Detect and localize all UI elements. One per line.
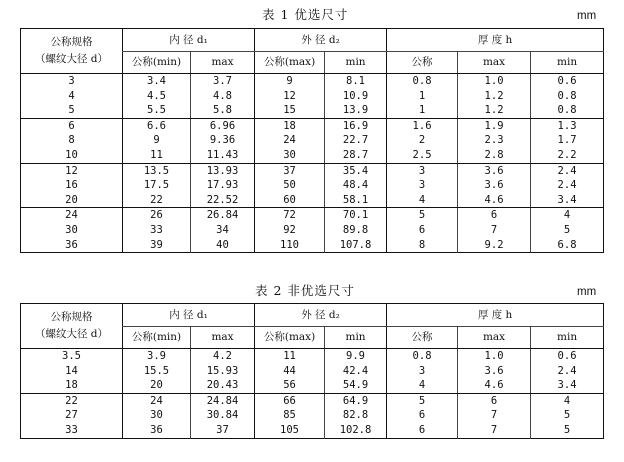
cell-nominal-size: 36 xyxy=(65,238,78,251)
table2-caption: 表 2 非优选尺寸 xyxy=(255,283,355,298)
cell-thick-max: 2.8 xyxy=(458,148,531,163)
cell-thick-min: 0.8 xyxy=(531,89,604,104)
cell-thick-max: 1.0 xyxy=(458,349,531,364)
cell-outer-max: 50 xyxy=(255,178,325,193)
cell-outer-max: 30 xyxy=(255,148,325,163)
cell-inner-max: 9.36 xyxy=(191,133,255,148)
table-row xyxy=(21,208,604,223)
cell-outer-max: 11 xyxy=(255,349,325,364)
subheader-thick-min: min xyxy=(531,52,604,74)
cell-inner-min: 6.6 xyxy=(123,118,191,133)
cell-inner-min: 9 xyxy=(123,133,191,148)
cell-thick-nominal: 6 xyxy=(387,408,458,423)
cell-nominal-size: 4 xyxy=(68,89,75,102)
cell-inner-max: 20.43 xyxy=(191,378,255,393)
subheader-inner-min: 公称(min) xyxy=(123,327,191,349)
cell-outer-max: 66 xyxy=(255,393,325,408)
table-row xyxy=(21,89,604,104)
cell-thick-min: 2.4 xyxy=(531,178,604,193)
cell-outer-min: 10.9 xyxy=(325,89,387,104)
cell-outer-max: 15 xyxy=(255,103,325,118)
cell-thick-nominal: 4 xyxy=(387,193,458,208)
cell-thick-nominal: 4 xyxy=(387,378,458,393)
cell-nominal-size: 12 xyxy=(65,164,78,177)
cell-thick-min: 1.3 xyxy=(531,118,604,133)
cell-outer-min: 54.9 xyxy=(325,378,387,393)
cell-nominal-size: 24 xyxy=(65,209,78,222)
cell-inner-min: 3.4 xyxy=(123,74,191,89)
cell-thick-nominal: 0.8 xyxy=(387,74,458,89)
cell-outer-min: 102.8 xyxy=(325,423,387,438)
cell-thick-max: 1.2 xyxy=(458,89,531,104)
cell-nominal-size: 6 xyxy=(68,119,75,132)
cell-nominal-size: 30 xyxy=(65,223,78,236)
cell-outer-min: 89.8 xyxy=(325,223,387,238)
table-row xyxy=(21,223,604,238)
cell-inner-min: 39 xyxy=(123,238,191,253)
cell-inner-min: 11 xyxy=(123,148,191,163)
cell-thick-max: 7 xyxy=(458,423,531,438)
cell-inner-max: 3.7 xyxy=(191,74,255,89)
cell-thick-min: 6.8 xyxy=(531,238,604,253)
cell-thick-min: 2.4 xyxy=(531,364,604,379)
cell-thick-nominal: 6 xyxy=(387,423,458,438)
cell-outer-max: 105 xyxy=(255,423,325,438)
cell-thick-min: 0.6 xyxy=(531,74,604,89)
subheader-thick-min: min xyxy=(531,327,604,349)
table-row xyxy=(21,74,604,89)
cell-outer-min: 13.9 xyxy=(325,103,387,118)
cell-nominal-size: 14 xyxy=(65,364,78,377)
cell-nominal-size: 16 xyxy=(65,179,78,192)
cell-inner-max: 26.84 xyxy=(191,208,255,223)
cell-thick-max: 7 xyxy=(458,223,531,238)
cell-thick-max: 7 xyxy=(458,408,531,423)
cell-inner-min: 13.5 xyxy=(123,163,191,178)
subheader-inner-max: max xyxy=(191,327,255,349)
table-row xyxy=(21,378,604,393)
subheader-outer-max: 公称(max) xyxy=(255,52,325,74)
table2 xyxy=(20,303,604,439)
table-row xyxy=(21,193,604,208)
cell-inner-min: 17.5 xyxy=(123,178,191,193)
cell-thick-min: 0.8 xyxy=(531,103,604,118)
cell-inner-min: 33 xyxy=(123,223,191,238)
cell-thick-max: 6 xyxy=(458,208,531,223)
cell-thick-max: 2.3 xyxy=(458,133,531,148)
cell-inner-min: 26 xyxy=(123,208,191,223)
cell-inner-max: 37 xyxy=(191,423,255,438)
subheader-thick-max: max xyxy=(458,327,531,349)
cell-thick-min: 0.6 xyxy=(531,349,604,364)
cell-thick-min: 5 xyxy=(531,223,604,238)
table-row xyxy=(21,238,604,253)
cell-thick-min: 5 xyxy=(531,423,604,438)
cell-thick-min: 2.2 xyxy=(531,148,604,163)
cell-thick-max: 3.6 xyxy=(458,364,531,379)
table-row xyxy=(21,349,604,364)
cell-inner-min: 22 xyxy=(123,193,191,208)
cell-outer-min: 70.1 xyxy=(325,208,387,223)
cell-outer-min: 9.9 xyxy=(325,349,387,364)
table-row xyxy=(21,408,604,423)
outer-diameter-header: 外 径 d₂ xyxy=(255,304,387,327)
cell-outer-max: 60 xyxy=(255,193,325,208)
cell-outer-max: 24 xyxy=(255,133,325,148)
subheader-inner-max: max xyxy=(191,52,255,74)
cell-thick-nominal: 6 xyxy=(387,223,458,238)
cell-thick-max: 4.6 xyxy=(458,378,531,393)
cell-outer-max: 9 xyxy=(255,74,325,89)
cell-inner-max: 4.2 xyxy=(191,349,255,364)
cell-thick-max: 1.0 xyxy=(458,74,531,89)
subheader-thick-nominal: 公称 xyxy=(387,52,458,74)
cell-inner-min: 30 xyxy=(123,408,191,423)
outer-diameter-header: 外 径 d₂ xyxy=(255,29,387,52)
subheader-thick-nominal: 公称 xyxy=(387,327,458,349)
table-row xyxy=(21,393,604,408)
inner-diameter-header: 内 径 d₁ xyxy=(123,304,255,327)
cell-outer-max: 72 xyxy=(255,208,325,223)
cell-inner-max: 11.43 xyxy=(191,148,255,163)
cell-thick-max: 6 xyxy=(458,393,531,408)
cell-outer-max: 56 xyxy=(255,378,325,393)
cell-inner-max: 17.93 xyxy=(191,178,255,193)
table-row xyxy=(21,103,604,118)
cell-thick-max: 4.6 xyxy=(458,193,531,208)
cell-inner-min: 24 xyxy=(123,393,191,408)
table-row xyxy=(21,118,604,133)
subheader-inner-min: 公称(min) xyxy=(123,52,191,74)
cell-outer-min: 16.9 xyxy=(325,118,387,133)
cell-outer-min: 58.1 xyxy=(325,193,387,208)
cell-thick-nominal: 8 xyxy=(387,238,458,253)
cell-outer-min: 22.7 xyxy=(325,133,387,148)
cell-thick-min: 1.7 xyxy=(531,133,604,148)
cell-inner-min: 36 xyxy=(123,423,191,438)
cell-thick-nominal: 1 xyxy=(387,89,458,104)
cell-outer-min: 42.4 xyxy=(325,364,387,379)
cell-thick-max: 9.2 xyxy=(458,238,531,253)
cell-outer-max: 85 xyxy=(255,408,325,423)
cell-outer-max: 18 xyxy=(255,118,325,133)
cell-thick-min: 3.4 xyxy=(531,193,604,208)
subheader-thick-max: max xyxy=(458,52,531,74)
cell-thick-nominal: 2.5 xyxy=(387,148,458,163)
cell-inner-max: 5.8 xyxy=(191,103,255,118)
subheader-outer-min: min xyxy=(325,52,387,74)
spec-header-line1: 公称规格 xyxy=(50,36,93,48)
cell-outer-max: 92 xyxy=(255,223,325,238)
cell-nominal-size: 22 xyxy=(65,394,78,407)
cell-thick-nominal: 3 xyxy=(387,178,458,193)
cell-thick-max: 3.6 xyxy=(458,163,531,178)
thickness-header: 厚 度 h xyxy=(387,29,604,52)
cell-nominal-size: 5 xyxy=(21,103,123,118)
inner-diameter-header: 内 径 d₁ xyxy=(123,29,255,52)
table1-caption: 表 1 优选尺寸 xyxy=(262,7,349,22)
cell-inner-max: 40 xyxy=(191,238,255,253)
cell-thick-nominal: 3 xyxy=(387,364,458,379)
table-row xyxy=(21,364,604,379)
cell-inner-max: 24.84 xyxy=(191,393,255,408)
cell-nominal-size: 18 xyxy=(21,378,123,393)
cell-outer-min: 28.7 xyxy=(325,148,387,163)
cell-thick-max: 3.6 xyxy=(458,178,531,193)
cell-thick-min: 2.4 xyxy=(531,163,604,178)
table-row xyxy=(21,178,604,193)
table2-unit: mm xyxy=(577,286,597,298)
cell-inner-max: 15.93 xyxy=(191,364,255,379)
table-row xyxy=(21,423,604,438)
cell-thick-max: 1.9 xyxy=(458,118,531,133)
table-row xyxy=(21,163,604,178)
cell-inner-max: 22.52 xyxy=(191,193,255,208)
cell-thick-min: 3.4 xyxy=(531,378,604,393)
cell-thick-nominal: 2 xyxy=(387,133,458,148)
cell-thick-nominal: 3 xyxy=(387,163,458,178)
cell-thick-nominal: 1.6 xyxy=(387,118,458,133)
cell-thick-max: 1.2 xyxy=(458,103,531,118)
spec-column-header xyxy=(21,29,123,74)
cell-inner-min: 5.5 xyxy=(123,103,191,118)
cell-outer-max: 44 xyxy=(255,364,325,379)
table1 xyxy=(20,28,604,253)
cell-inner-max: 34 xyxy=(191,223,255,238)
spec-column-header xyxy=(21,304,123,349)
cell-inner-min: 4.5 xyxy=(123,89,191,104)
cell-outer-max: 37 xyxy=(255,163,325,178)
cell-inner-min: 15.5 xyxy=(123,364,191,379)
cell-outer-min: 107.8 xyxy=(325,238,387,253)
cell-nominal-size: 8 xyxy=(68,134,75,147)
cell-inner-min: 3.9 xyxy=(123,349,191,364)
cell-thick-nominal: 5 xyxy=(387,208,458,223)
cell-inner-max: 4.8 xyxy=(191,89,255,104)
subheader-outer-max: 公称(max) xyxy=(255,327,325,349)
cell-inner-max: 6.96 xyxy=(191,118,255,133)
cell-nominal-size: 3 xyxy=(68,75,75,87)
table-row xyxy=(21,133,604,148)
cell-outer-max: 12 xyxy=(255,89,325,104)
cell-inner-max: 13.93 xyxy=(191,163,255,178)
thickness-header: 厚 度 h xyxy=(387,304,604,327)
spec-header-line2: （螺纹大径 d） xyxy=(34,328,109,340)
cell-thick-min: 4 xyxy=(531,393,604,408)
cell-inner-max: 30.84 xyxy=(191,408,255,423)
cell-nominal-size: 27 xyxy=(65,409,78,422)
cell-outer-min: 82.8 xyxy=(325,408,387,423)
cell-thick-min: 5 xyxy=(531,408,604,423)
cell-nominal-size: 33 xyxy=(65,423,78,436)
cell-nominal-size: 3.5 xyxy=(62,350,81,362)
table-row xyxy=(21,148,604,163)
cell-thick-nominal: 5 xyxy=(387,393,458,408)
spec-header-line1: 公称规格 xyxy=(50,311,93,323)
cell-nominal-size: 20 xyxy=(21,193,123,208)
cell-nominal-size: 10 xyxy=(21,148,123,163)
subheader-outer-min: min xyxy=(325,327,387,349)
cell-thick-nominal: 1 xyxy=(387,103,458,118)
cell-outer-min: 64.9 xyxy=(325,393,387,408)
cell-inner-min: 20 xyxy=(123,378,191,393)
cell-outer-min: 8.1 xyxy=(325,74,387,89)
spec-header-line2: （螺纹大径 d） xyxy=(34,53,109,65)
cell-outer-max: 110 xyxy=(255,238,325,253)
cell-outer-min: 48.4 xyxy=(325,178,387,193)
cell-outer-min: 35.4 xyxy=(325,163,387,178)
cell-thick-nominal: 0.8 xyxy=(387,349,458,364)
cell-thick-min: 4 xyxy=(531,208,604,223)
table1-unit: mm xyxy=(577,10,597,22)
